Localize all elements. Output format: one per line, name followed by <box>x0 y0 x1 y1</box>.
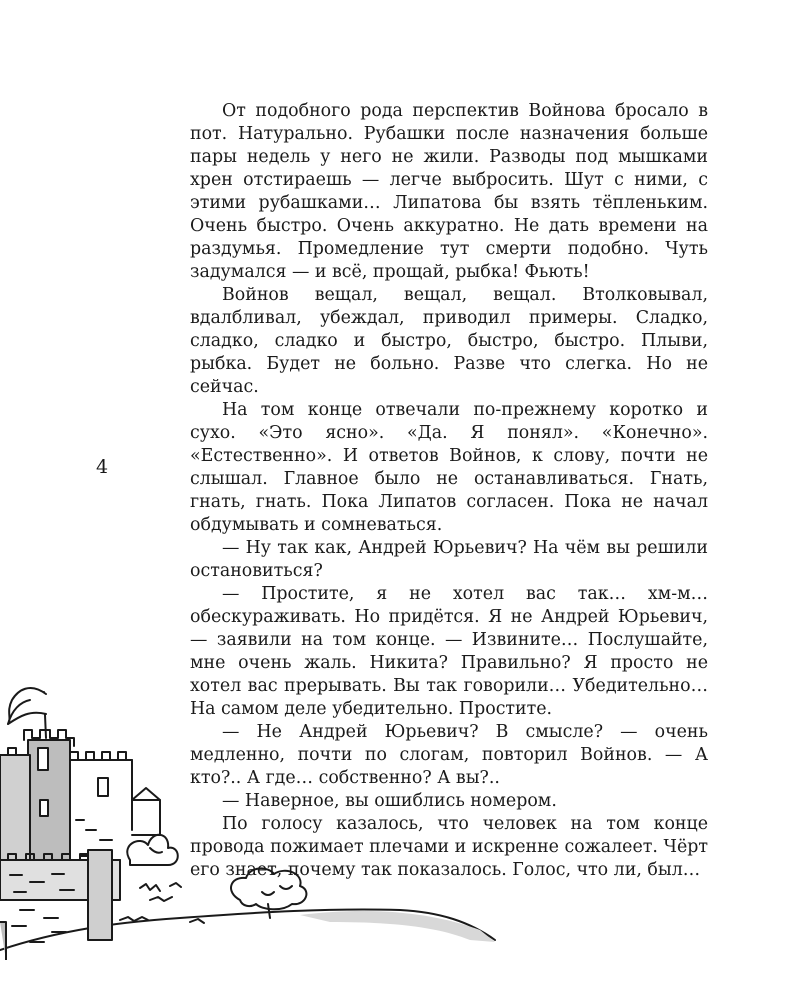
paragraph: — Простите, я не хотел вас так… хм-м… обескураживать. Но придётся. Я не Андрей Юрьевич, — заявили на том конце. — Извините… Послушайте, мне очень жаль. Никита? Правильно? Я просто не хотел вас прерывать. Вы так говорили… Убедительно… На самом деле убедительно. Простите. <box>190 584 708 719</box>
paragraph: — Ну так как, Андрей Юрьевич? На чём вы решили остановиться? <box>190 538 708 581</box>
paragraph: — Наверное, вы ошиблись номером. <box>222 791 557 811</box>
paragraph: По голосу казалось, что человек на том конце провода пожимает плечами и искренне сожалеет. Чёрт его знает, почему так показалось. Голос, что ли, был… <box>190 814 708 880</box>
paragraph: Войнов вещал, вещал, вещал. Втолковывал, вдалбливал, убеждал, приводил примеры. Сладко, сладко, сладко и быстро, быстро, быстро. Плыви, рыбка. Будет не больно. Разве что слегка. Но не сейчас. <box>190 285 708 397</box>
paragraph: — Не Андрей Юрьевич? В смысле? — очень медленно, почти по слогам, повторил Войнов. — А кто?.. А где… собственно? А вы?.. <box>190 722 708 788</box>
paragraph: На том конце отвечали по-прежнему коротко и сухо. «Это ясно». «Да. Я понял». «Конечно». «Естественно». И ответов Войнов, к слову, почти не слышал. Главное было не останавливаться. Гнать, гнать, гнать. Пока Липатов согласен. Пока не начал обдумывать и сомневаться. <box>190 400 708 535</box>
castle-sketch-icon <box>0 660 500 964</box>
paragraph: От подобного рода перспектив Войнова бросало в пот. Натурально. Рубашки после назначения больше пары недель у него не жили. Разводы под мышками хрен отстираешь — легче выбросить. Шут с ними, с этими рубашками… Липатова бы взять тёпленьким. Очень быстро. Очень аккуратно. Не дать времени на раздумья. Промедление тут смерти подобно. Чуть задумался — и всё, прощай, рыбка! Фьють! <box>190 101 708 282</box>
page-number: 4 <box>96 456 109 478</box>
